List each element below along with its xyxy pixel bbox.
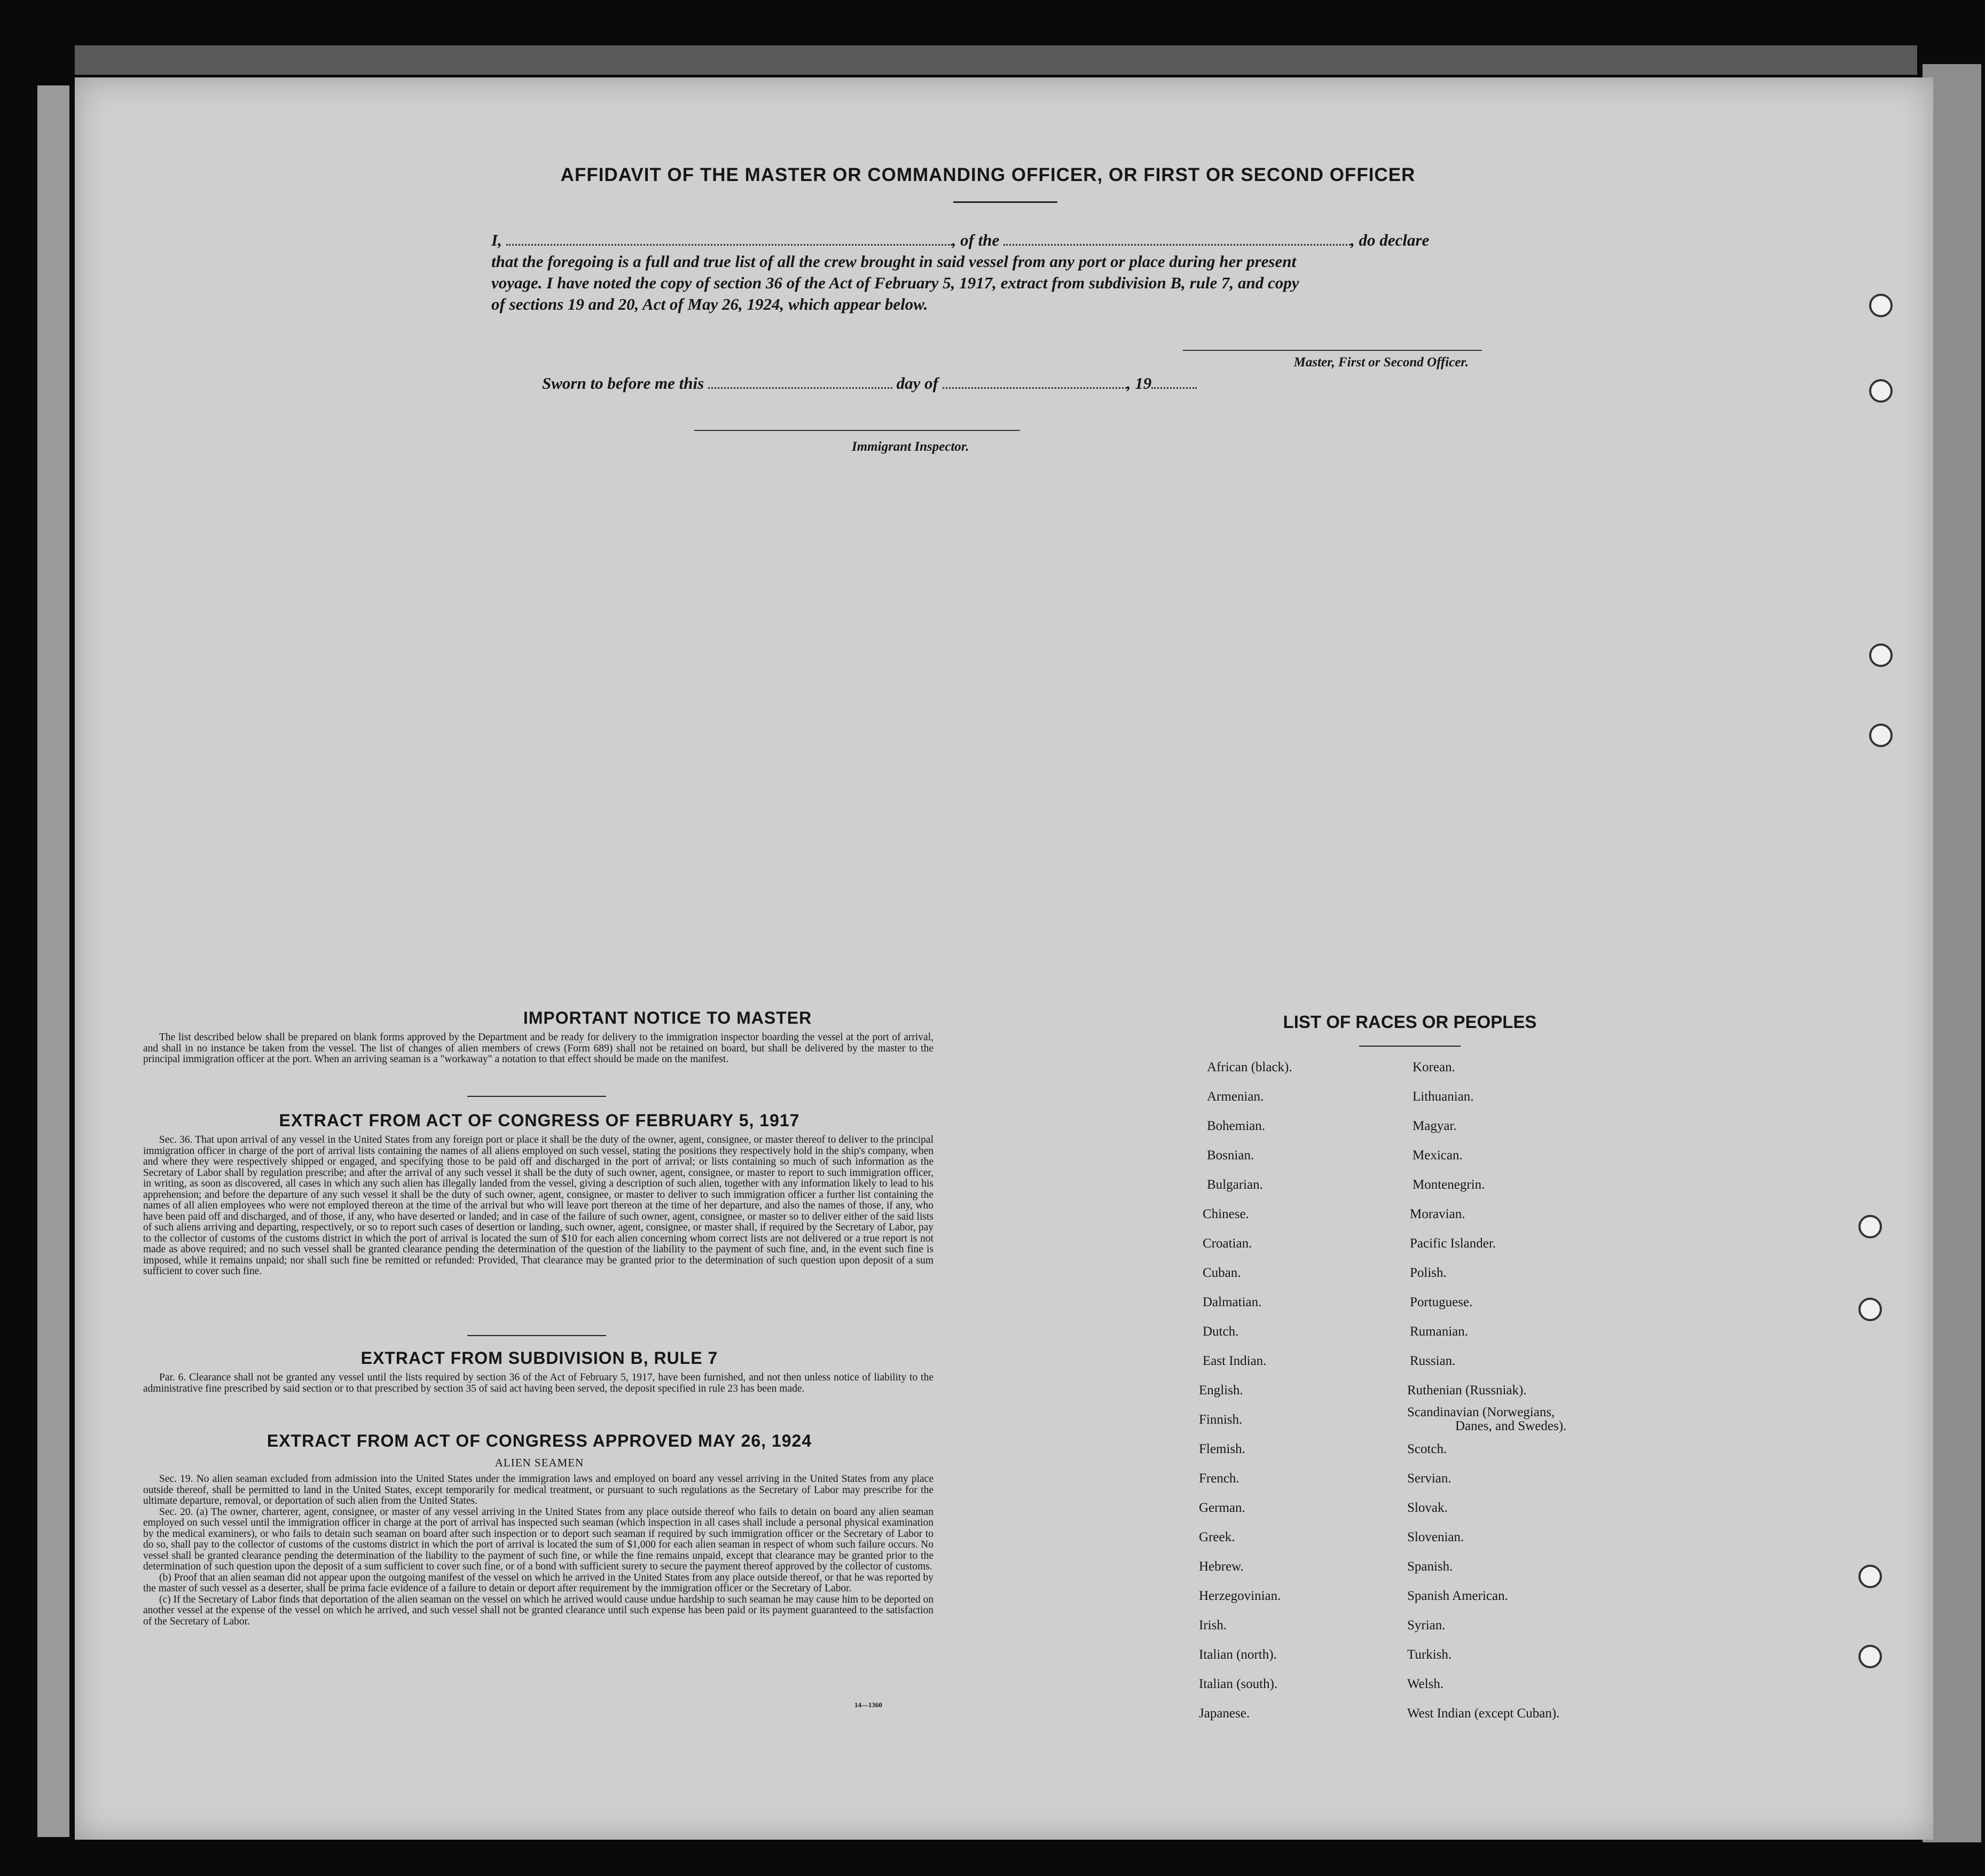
race-item: Ruthenian (Russniak). <box>1407 1383 1527 1398</box>
sec20b-text: (b) Proof that an alien seaman did not appear upon the outgoing manifest of the vessel on which he arrived in the United States from any place outside thereof, or that he was reported by the master of such vessel as a deserter, shall be prima facie evidence of a failure to detain or deport after requirement by the immigration officer or the Secretary of Labor. <box>143 1572 933 1594</box>
race-item: Hebrew. <box>1199 1559 1244 1574</box>
race-item: Bosnian. <box>1207 1148 1254 1163</box>
binder-hole-icon <box>1869 294 1893 317</box>
race-item: Rumanian. <box>1410 1324 1469 1339</box>
sworn-year-prefix: , 19 <box>1126 374 1152 393</box>
extract-1917-body <box>143 1135 933 1277</box>
race-item: Magyar. <box>1413 1119 1457 1133</box>
master-signature-label: Master, First or Second Officer. <box>1293 355 1469 370</box>
race-item: Dutch. <box>1203 1324 1239 1339</box>
extract-1917-rule <box>467 1335 606 1336</box>
race-item: Dalmatian. <box>1203 1295 1262 1309</box>
extract-1924-body <box>143 1474 933 1627</box>
affidavit-body <box>491 230 1522 315</box>
master-signature-line[interactable] <box>1183 350 1482 351</box>
races-right-column <box>1407 1060 1674 1733</box>
race-item: Finnish. <box>1199 1412 1243 1427</box>
race-item: Cuban. <box>1203 1266 1241 1280</box>
races-left-column <box>1196 1060 1399 1733</box>
binder-hole-icon <box>1858 1215 1882 1238</box>
binder-hole-icon <box>1869 379 1893 403</box>
affidavit-i: I, <box>491 231 502 249</box>
master-name-field[interactable] <box>506 244 952 246</box>
race-item: Servian. <box>1407 1471 1452 1486</box>
race-item: Italian (south). <box>1199 1677 1278 1691</box>
races-title-rule <box>1359 1046 1461 1047</box>
race-item: Scotch. <box>1407 1442 1447 1456</box>
binder-hole-icon <box>1858 1298 1882 1321</box>
affidavit-line-3: voyage. I have noted the copy of section 36 of the Act of February 5, 1917, extract from subdivision B, rule 7, and copy <box>491 273 1299 292</box>
race-item: Spanish. <box>1407 1559 1453 1574</box>
race-item: Croatian. <box>1203 1236 1252 1251</box>
affidavit-declare: , do declare <box>1351 231 1430 249</box>
rule7-title: EXTRACT FROM SUBDIVISION B, RULE 7 <box>360 1348 718 1368</box>
sec20c-text: (c) If the Secretary of Labor finds that deportation of the alien seaman on the vessel on which he arrived would cause undue hardship to such seaman he may cause him to be deported on another vessel at the expense of the vessel on which he arrived, and such vessel shall not be granted clearance until such expense has been paid or its payment guaranteed to the satisfaction of the Secretary of Labor. <box>143 1594 933 1627</box>
notice-rule <box>467 1096 606 1097</box>
race-item: Pacific Islander. <box>1410 1236 1496 1251</box>
sworn-year-field[interactable] <box>1151 387 1197 389</box>
race-item: Irish. <box>1199 1618 1227 1632</box>
binder-hole-icon <box>1869 643 1893 667</box>
inspector-label: Immigrant Inspector. <box>852 439 969 454</box>
race-item: Italian (north). <box>1199 1647 1277 1662</box>
sec20a-text: Sec. 20. (a) The owner, charterer, agent, consignee, or master of any vessel arriving in the United States from any place outside thereof who fails to detain on board any alien seaman employed on such vessel until the immigration officer in charge at the port of arrival has inspected such seaman (which inspection in all cases shall include a personal physical examination by the medical examiners), or who fails to detain such seaman on board after such inspection or to deport such seaman if required by such immigration officer or the Secretary of Labor to do so, shall pay to the collector of customs of the customs district in which the port of arrival is located the sum of $1,000 for each alien seaman in respect of whom such failure occurs. No vessel shall be granted clearance pending the determination of the liability to the payment of such fine, or while the fine remains unpaid, except that clearance may be granted prior to the determination of such question upon the deposit of a sum sufficient to cover such fine, or of a bond with sufficient surety to secure the payment thereof approved by the collector of customs. <box>143 1506 933 1572</box>
race-item: Korean. <box>1413 1060 1455 1074</box>
affidavit-title: AFFIDAVIT OF THE MASTER OR COMMANDING OFFICER, OR FIRST OR SECOND OFFICER <box>560 164 1416 185</box>
binder-hole-icon <box>1858 1645 1882 1668</box>
races-title: LIST OF RACES OR PEOPLES <box>1283 1012 1537 1032</box>
extract-1924-subtitle: ALIEN SEAMEN <box>495 1456 584 1469</box>
race-item: German. <box>1199 1501 1245 1515</box>
sec19-text: Sec. 19. No alien seaman excluded from admission into the United States under the immigration laws and employed on board any vessel arriving in the United States from any place outside thereof, shall be permitted to land in the United States, except temporarily for medical treatment, or pursuant to such regulations as the Secretary of Labor may prescribe for the ultimate departure, removal, or deportation of such alien from the United States. <box>143 1473 933 1506</box>
race-item: Syrian. <box>1407 1618 1446 1632</box>
race-item: Slovenian. <box>1407 1530 1464 1544</box>
binder-hole-icon <box>1869 724 1893 747</box>
sworn-day-of: day of <box>896 374 938 393</box>
race-item: Japanese. <box>1199 1706 1250 1721</box>
extract-1924-title: EXTRACT FROM ACT OF CONGRESS APPROVED MAY 26, 1924 <box>266 1431 812 1450</box>
race-item: Slovak. <box>1407 1501 1448 1515</box>
affidavit-line-4: of sections 19 and 20, Act of May 26, 1924, which appear below. <box>491 295 928 313</box>
notice-text: The list described below shall be prepared on blank forms approved by the Department and be ready for delivery to the immigration inspector boarding the vessel at the port of arrival, and shall in no instance be taken from the vessel. The list of changes of alien members of crews (Form 689) shall not be retained on board, but shall be delivered by the master to the principal immigration officer at the port. When an arriving seaman is a "workaway" a notation to that effect should be made on the manifest. <box>143 1032 933 1065</box>
race-item: Scandinavian (Norwegians, <box>1407 1405 1555 1419</box>
extract-1917-text: Sec. 36. That upon arrival of any vessel in the United States from any foreign port or place it shall be the duty of the owner, agent, consignee, or master thereof to deliver to the principal immigration officer in charge of the port of arrival lists containing the names of all aliens employed on such vessel, stating the positions they respectively hold in the ship's company, when and where they were respectively shipped or engaged, and specifying those to be paid off and discharged in the port of arrival; or lists containing so much of such information as the Secretary of Labor shall by regulation prescribe; and after the arrival of any such vessel it shall be the duty of such owner, agent, consignee, or master to report to such immigration officer, in writing, as soon as discovered, all cases in which any such alien has illegally landed from the vessel, giving a description of such alien, together with any information likely to lead to his apprehension; and before the departure of any such vessel it shall be the duty of such owner, agent, consignee, or master to deliver to such immigration officer a further list containing the names of all alien employees who were not employed thereon at the time of the arrival but who will leave port thereon at the time of her departure, and also the names of those, if any, who have been paid off and discharged, and of those, if any, who have deserted or landed; and in case of the failure of such owner, agent, consignee, or master so to deliver either of the said lists of such aliens arriving and departing, respectively, or so to report such cases of desertion or landing, such owner, agent, consignee, or master shall, if required by the Secretary of Labor, pay to the collector of customs of the customs district in which the port of arrival is located the sum of $10 for each alien concerning whom correct lists are not delivered or a true report is not made as above required; and no such vessel shall be granted clearance pending the determination of the question of the liability to the payment of such fine, and, in the event such fine is imposed, while it remains unpaid; nor shall such fine be remitted or refunded: Provided, That clearance may be granted prior to the determination of such question upon deposit of a sum sufficient to cover such fine. <box>143 1134 933 1277</box>
scan-left-edge <box>37 85 69 1837</box>
race-item: Bohemian. <box>1207 1119 1266 1133</box>
race-item: Chinese. <box>1203 1207 1249 1221</box>
race-item: French. <box>1199 1471 1239 1486</box>
race-item: African (black). <box>1207 1060 1292 1074</box>
race-item: Russian. <box>1410 1354 1456 1368</box>
affidavit-line-2: that the foregoing is a full and true list of all the crew brought in said vessel from any port or place during her present <box>491 252 1297 271</box>
race-item: Moravian. <box>1410 1207 1465 1221</box>
race-item: East Indian. <box>1203 1354 1267 1368</box>
sworn-month-field[interactable] <box>943 387 1127 389</box>
affidavit-of-the: , of the <box>952 231 1000 249</box>
notice-body <box>143 1032 933 1065</box>
race-item: Herzegovinian. <box>1199 1589 1281 1603</box>
rule7-body <box>143 1372 933 1394</box>
race-item-continuation: Danes, and Swedes). <box>1455 1419 1567 1433</box>
sworn-line <box>542 374 1290 393</box>
race-item: Armenian. <box>1207 1089 1264 1104</box>
binder-hole-icon <box>1858 1565 1882 1588</box>
extract-1917-title: EXTRACT FROM ACT OF CONGRESS OF FEBRUARY 5, 1917 <box>279 1111 800 1130</box>
inspector-signature-line[interactable] <box>694 430 1020 431</box>
race-item: Greek. <box>1199 1530 1235 1544</box>
race-item: Mexican. <box>1413 1148 1463 1163</box>
affidavit-line-1 <box>491 230 1522 251</box>
rule7-text: Par. 6. Clearance shall not be granted any vessel until the lists required by section 36 of the Act of February 5, 1917, have been furnished, and not then unless notice of liability to the administrative fine prescribed by said section or to that prescribed by section 35 of said act having been served, the deposit specified in rule 23 has been made. <box>143 1372 933 1394</box>
race-item: Portuguese. <box>1410 1295 1473 1309</box>
sworn-day-field[interactable] <box>708 387 892 389</box>
race-item: Spanish American. <box>1407 1589 1508 1603</box>
race-item: Polish. <box>1410 1266 1447 1280</box>
form-number: 14—1360 <box>854 1701 882 1709</box>
race-item: West Indian (except Cuban). <box>1407 1706 1560 1721</box>
affidavit-title-rule <box>953 201 1057 203</box>
notice-title: IMPORTANT NOTICE TO MASTER <box>523 1008 812 1027</box>
race-item: Turkish. <box>1407 1647 1452 1662</box>
race-item: Bulgarian. <box>1207 1178 1263 1192</box>
race-item: English. <box>1199 1383 1243 1398</box>
race-item: Lithuanian. <box>1413 1089 1474 1104</box>
scan-top-edge <box>75 45 1917 75</box>
race-item: Welsh. <box>1407 1677 1444 1691</box>
race-item: Montenegrin. <box>1413 1178 1485 1192</box>
vessel-name-field[interactable] <box>1003 244 1351 246</box>
race-item: Flemish. <box>1199 1442 1245 1456</box>
sworn-prefix: Sworn to before me this <box>542 374 704 393</box>
